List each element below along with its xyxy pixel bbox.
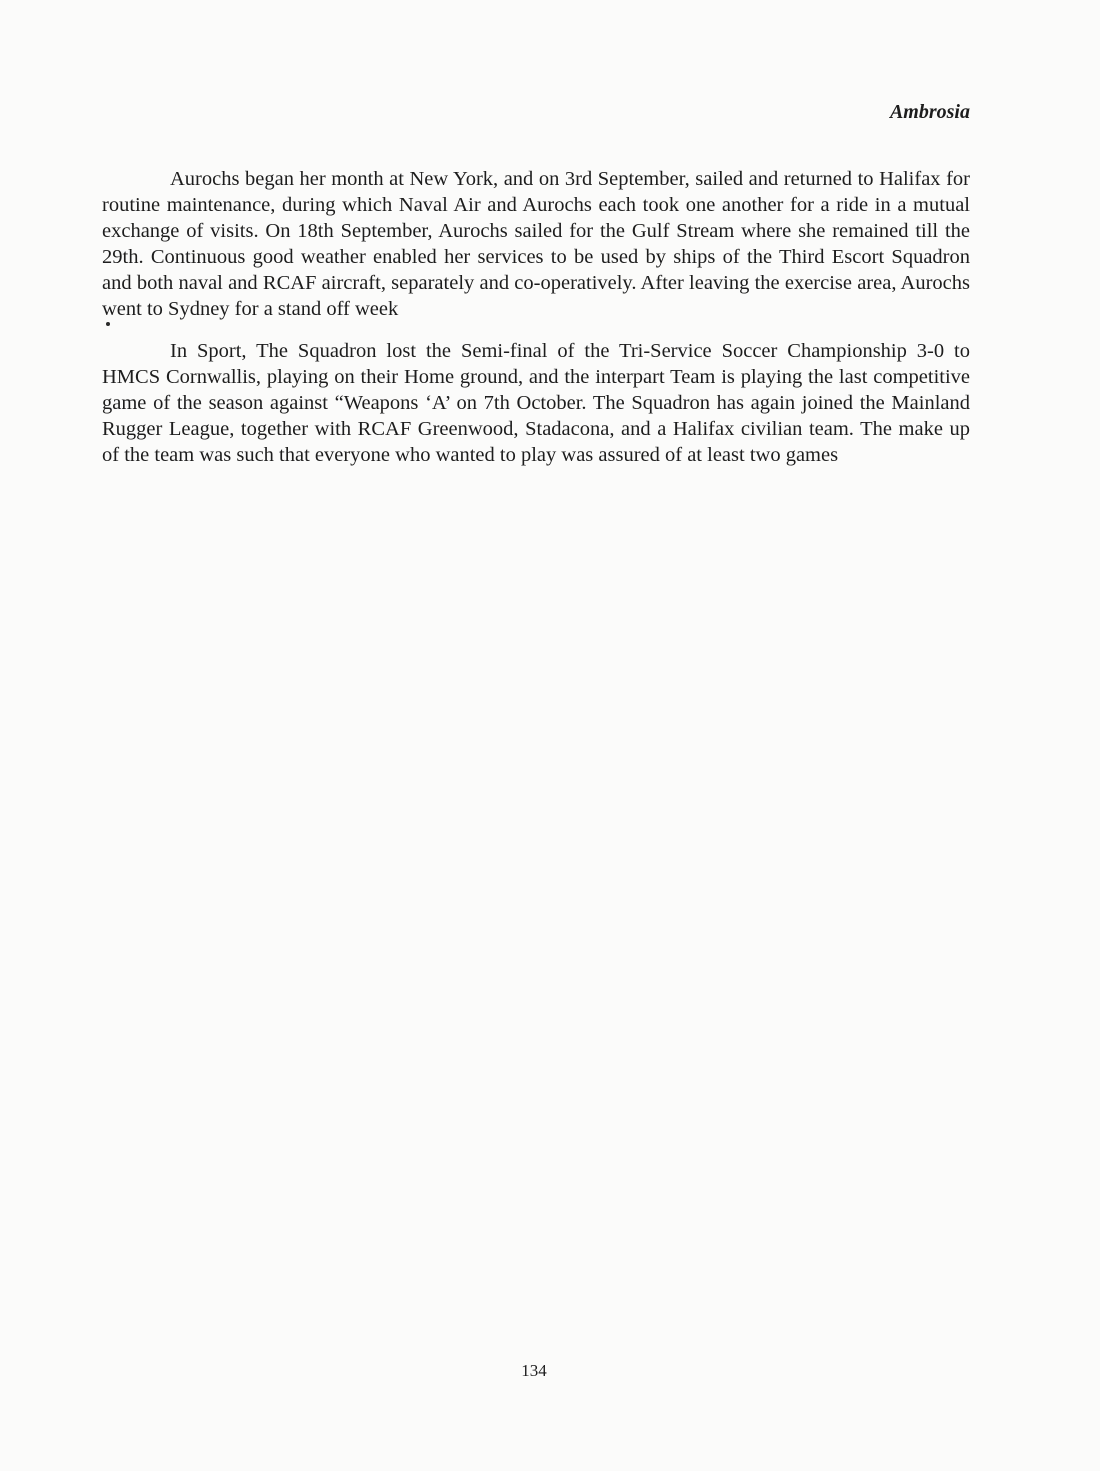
- body-text: [102, 166, 970, 468]
- paragraph-sport: In Sport, The Squadron lost the Semi-final of the Tri-Service Soccer Championship 3-0 to HMCS Cornwallis, playing on their Home ground, and the interpart Team is playing the last competitive game of the season against “Weapons ‘A’ on 7th October. The Squadron has again joined the Mainland Rugger League, together with RCAF Greenwood, Stadacona, and a Halifax civilian team. The make up of the team was such that everyone who wanted to play was assured of at least two games: [102, 340, 970, 466]
- page-number: 134: [521, 1361, 547, 1380]
- paragraph-gap: [102, 326, 970, 338]
- running-header: Ambrosia: [889, 101, 970, 123]
- paragraph-aurochs: Aurochs began her month at New York, and on 3rd September, sailed and returned to Halifax for routine maintenance, during which Naval Air and Aurochs each took one another for a ride in a mutual exchange of visits. On 18th September, Aurochs sailed for the Gulf Stream where she remained till the 29th. Continuous good weather enabled her services to be used by ships of the Third Escort Squadron and both naval and RCAF aircraft, separately and co-operatively. After leaving the exercise area, Aurochs went to Sydney for a stand off week: [102, 168, 970, 320]
